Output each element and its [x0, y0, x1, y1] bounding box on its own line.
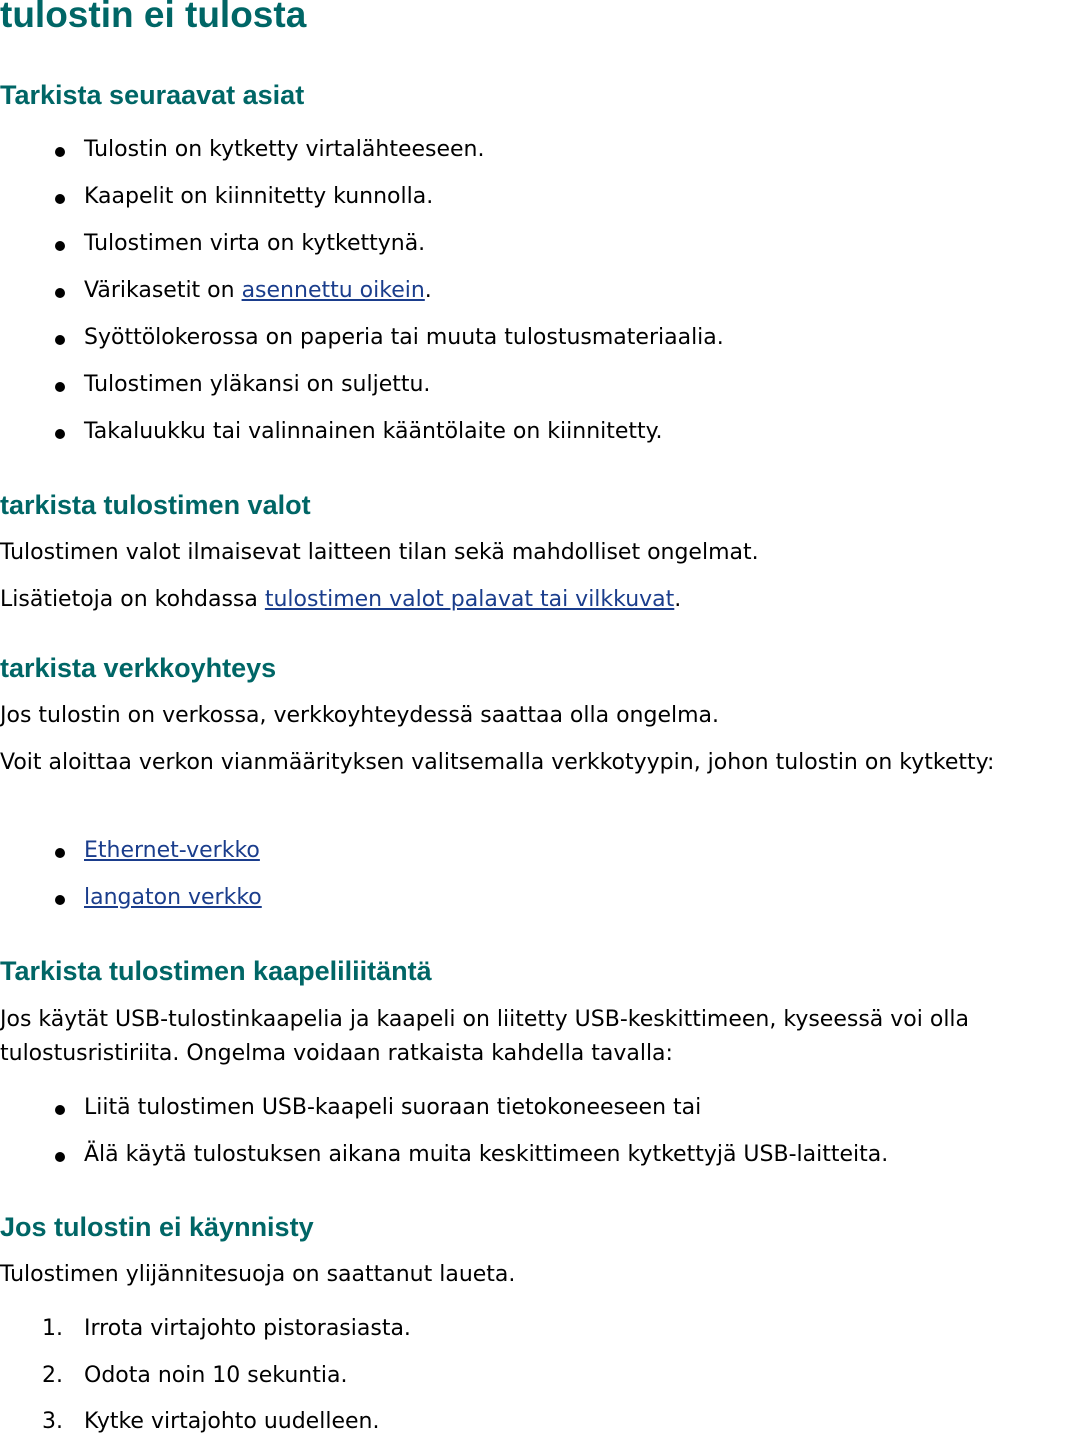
bullet-icon [55, 147, 65, 157]
step-number: 3. [42, 1409, 63, 1434]
network-heading: tarkista verkkoyhteys [0, 653, 277, 683]
bullet-icon [55, 848, 65, 858]
bullet-icon [55, 895, 65, 905]
cable-heading: Tarkista tulostimen kaapeliliitäntä [0, 956, 432, 986]
lights-more-info: Lisätietoja on kohdassa tulostimen valot palavat tai vilkkuvat. [0, 587, 682, 612]
link-cartridge-install[interactable]: asennettu oikein [241, 278, 425, 303]
step-text: Irrota virtajohto pistorasiasta. [84, 1316, 411, 1341]
link-ethernet-network[interactable]: Ethernet-verkko [84, 838, 260, 863]
lights-description: Tulostimen valot ilmaisevat laitteen tilan sekä mahdolliset ongelmat. [0, 540, 759, 565]
step-number: 2. [42, 1363, 63, 1388]
step-text: Odota noin 10 sekuntia. [84, 1363, 348, 1388]
lights-heading: tarkista tulostimen valot [0, 490, 311, 520]
cable-description: Jos käytät USB-tulostinkaapelia ja kaapeli on liitetty USB-keskittimeen, kyseessä voi olla tulostusristiriita. Ongelma voidaan ratkaista kahdella tavalla: [0, 1007, 970, 1066]
link-wireless-network[interactable]: langaton verkko [84, 885, 262, 910]
bullet-icon [55, 1105, 65, 1115]
page-title: tulostin ei tulosta [0, 0, 307, 35]
power-heading: Jos tulostin ei käynnisty [0, 1212, 314, 1242]
bullet-icon [55, 429, 65, 439]
bullet-icon [55, 241, 65, 251]
network-instructions: Voit aloittaa verkon vianmäärityksen valitsemalla verkkotyypin, johon tulostin on kytketty: [0, 750, 995, 775]
bullet-icon [55, 382, 65, 392]
link-printer-lights[interactable]: tulostimen valot palavat tai vilkkuvat [264, 587, 675, 612]
network-description: Jos tulostin on verkossa, verkkoyhteydessä saattaa olla ongelma. [0, 703, 719, 728]
bullet-icon [55, 1152, 65, 1162]
bullet-icon [55, 194, 65, 204]
bullet-icon [55, 288, 65, 298]
step-text: Kytke virtajohto uudelleen. [84, 1409, 380, 1434]
power-description: Tulostimen ylijännitesuoja on saattanut laueta. [0, 1262, 516, 1287]
check-heading: Tarkista seuraavat asiat [0, 80, 305, 110]
bullet-icon [55, 335, 65, 345]
step-number: 1. [42, 1316, 63, 1341]
